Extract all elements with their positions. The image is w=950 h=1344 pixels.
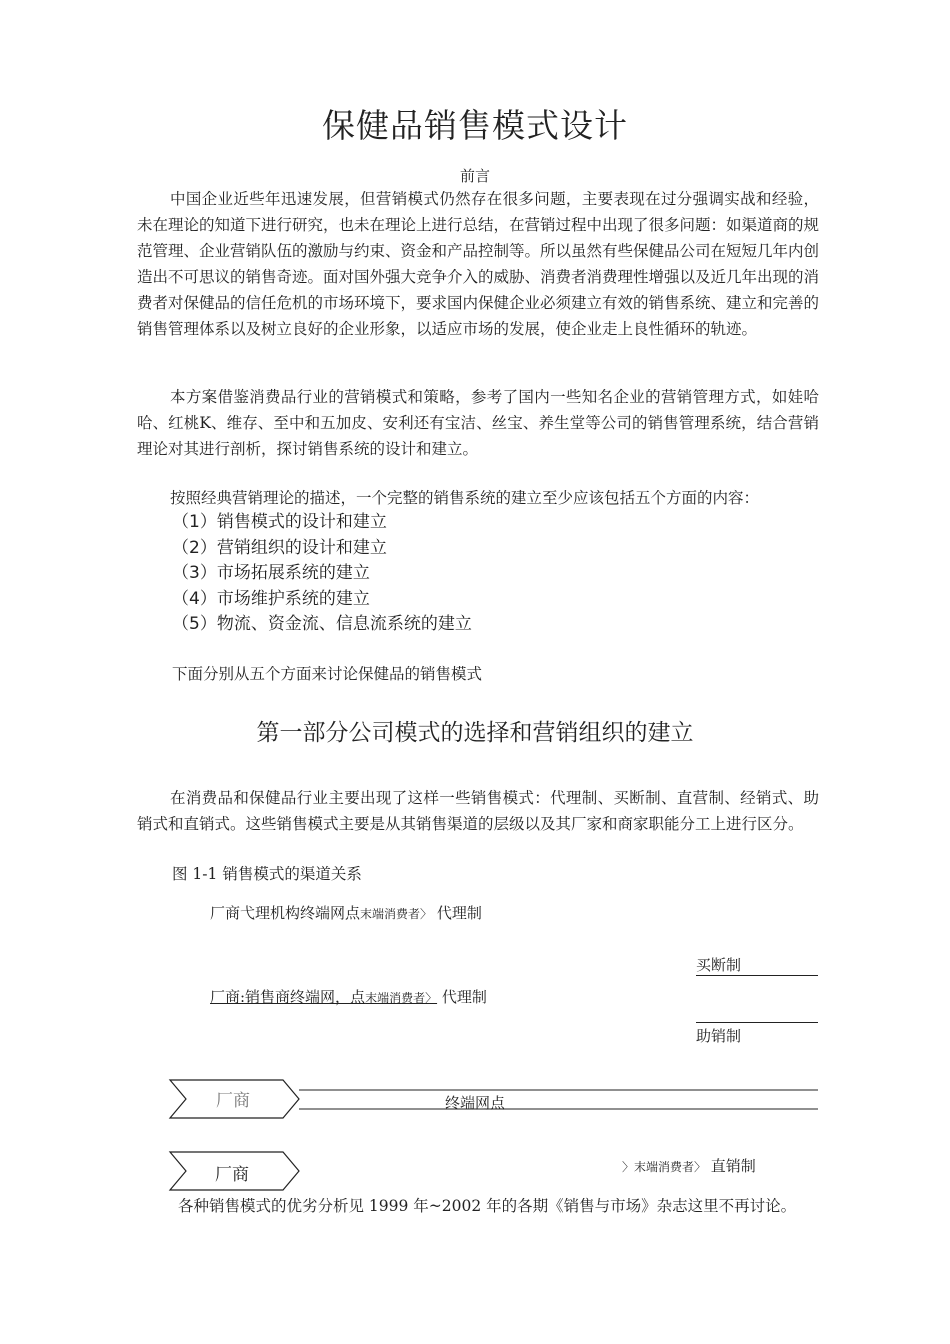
manufacturer-box-2-label: 厂商 <box>215 1165 249 1185</box>
buyout-label: 买断制 <box>696 954 818 976</box>
intro-sentence: 下面分别从五个方面来讨论保健品的销售模式 <box>172 665 483 683</box>
manufacturer-box-1-label: 厂商 <box>216 1091 250 1111</box>
list-item: （5）物流、资金流、信息流系统的建立 <box>172 614 472 634</box>
terminal-outlet-label: 终端网点 <box>445 1094 506 1112</box>
assist-sales-label: 助销制 <box>696 1027 742 1045</box>
preface-paragraph-3: 按照经典营销理论的描述，一个完整的销售系统的建立至少应该包括五个方面的内容： <box>170 489 760 507</box>
channel-end: 〉末端消费者〉 <box>622 1160 707 1174</box>
preface-heading: 前言 <box>459 167 490 185</box>
list-item: （1）销售模式的设计和建立 <box>172 512 387 532</box>
channel-label: 代理制 <box>441 988 487 1006</box>
closing-sentence: 各种销售模式的优劣分析见 1999 年~2002 年的各期《销售与市场》杂志这里不再讨论。 <box>178 1197 797 1215</box>
section-paragraph: 在消费品和保健品行业主要出现了这样一些销售模式：代理制、买断制、直营制、经销式、助销式和直销式。这些销售模式主要是从其销售渠道的层级以及其厂家和商家职能分工上进行区分。 <box>137 789 819 833</box>
section-heading: 第一部分公司模式的选择和营销组织的建立 <box>256 720 694 746</box>
channel-path: 厂商:销售商终端网，点末端消费者〉 <box>210 988 438 1006</box>
channel-label: 直销制 <box>710 1157 756 1175</box>
channel-path: 厂商弋理机构终端网点 <box>210 904 361 922</box>
channel-end: 末端消费者〉 <box>360 907 433 921</box>
preface-paragraph-2: 本方案借鉴消费品行业的营销模式和策略，参考了国内一些知名企业的营销管理方式，如娃哈哈、红桃K、维存、至中和五加皮、安利还有宝洁、丝宝、养生堂等公司的销售管理系统，结合营销理论对其进行剖析，探讨销售系统的设计和建立。 <box>137 388 819 458</box>
figure-caption: 图 1-1 销售模式的渠道关系 <box>172 865 362 883</box>
preface-paragraph-1: 中国企业近些年迅速发展，但营销模式仍然存在很多问题，主要表现在过分强调实战和经验，未在理论的知道下进行研究，也未在理论上进行总结，在营销过程中出现了很多问题：如渠道商的规范管理、企业营销队伍的激励与约束、资金和产品控制等。所以虽然有些保健品公司在短短几年内创造出不可思议的销售奇迹。面对国外强大竞争介入的威胁、消费者消费理性增强以及近几年出现的消费者对保健品的信任危机的市场环境下，要求国内保健企业必须建立有效的销售系统、建立和完善的销售管理体系以及树立良好的企业形象，以适应市场的发展，使企业走上良性循环的轨迹。 <box>137 190 820 338</box>
document-title: 保健品销售模式设计 <box>322 106 628 145</box>
list-item: （2）营销组织的设计和建立 <box>172 537 387 558</box>
list-item: （3）市场拓展系统的建立 <box>172 563 370 583</box>
direct-sales-row <box>622 1155 756 1176</box>
list-item: （4）市场维护系统的建立 <box>172 588 370 609</box>
channel-label: 代理制 <box>436 904 482 922</box>
